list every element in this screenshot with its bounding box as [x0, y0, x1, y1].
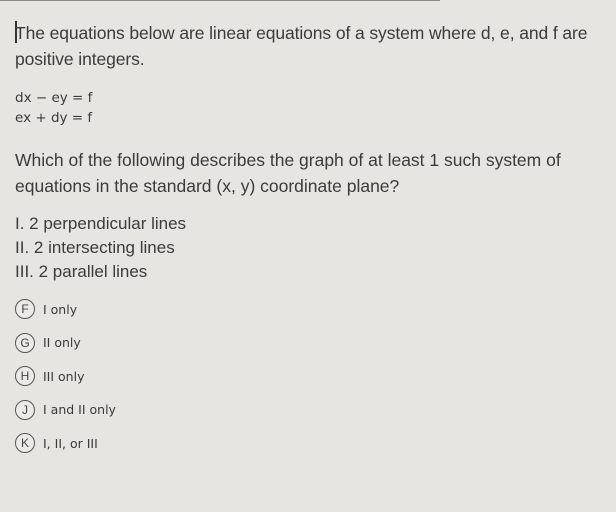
answer-choice-k[interactable] [15, 431, 610, 455]
statement-item: I. 2 perpendicular lines [15, 214, 187, 233]
question-prompt: Which of the following describes the graph of at least 1 such system of equations in the standard (x, y) coordinate plane? [15, 150, 561, 196]
equation-2: ex + dy = f [15, 110, 93, 126]
answer-choice-g[interactable] [15, 331, 610, 355]
choice-bubble[interactable]: G [15, 333, 35, 353]
choice-bubble[interactable]: K [15, 433, 35, 453]
choice-label: I, II, or III [43, 435, 98, 451]
equation-1: dx − ey = f [15, 90, 93, 106]
answer-choice-h[interactable] [15, 364, 610, 388]
choice-bubble[interactable]: H [15, 366, 35, 386]
statement-item: III. 2 parallel lines [15, 262, 148, 281]
answer-choice-f[interactable] [15, 297, 610, 321]
question-intro: The equations below are linear equations of a system where d, e, and f are positive integers. [15, 23, 588, 69]
choice-label: II only [43, 335, 81, 350]
choice-bubble[interactable]: F [15, 299, 35, 319]
choice-label: III only [43, 368, 85, 384]
statement-item: II. 2 intersecting lines [15, 238, 175, 257]
equation-block [15, 88, 610, 128]
statement-list [15, 212, 610, 284]
choice-bubble[interactable]: J [15, 400, 35, 420]
question-panel [15, 20, 610, 465]
top-divider [0, 0, 440, 1]
answer-choices [15, 297, 610, 455]
choice-label: I and II only [43, 402, 116, 417]
choice-label: I only [43, 301, 78, 317]
answer-choice-j[interactable] [15, 398, 610, 422]
